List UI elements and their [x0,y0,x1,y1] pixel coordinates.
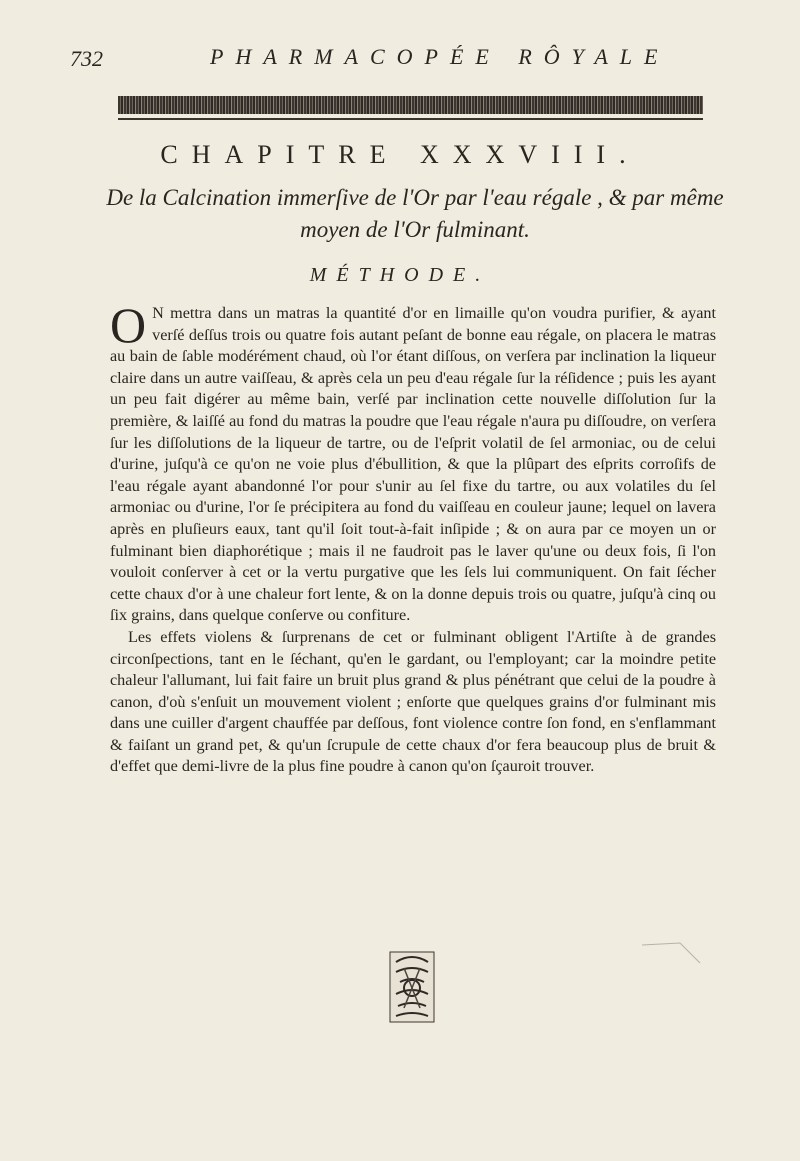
paragraph-2: Les effets violens & ſurprenans de cet or fulminant obligent l'Artiſte à de grandes circonſpections, tant en le ſéchant, qu'en le gardant, ou l'employant; car la moindre petite chaleur l'allumant, lui fait faire un bruit plus grand & plus pénétrant que celui de la poudre à canon, d'où s'enſuit un mouvement violent ; enſorte que quelques grains d'or fulminant mis dans une cuiller d'argent chauffée par deſſous, font violence contre ſon fond, en s'enflammant & faiſant un grand pet, & qu'un ſcrupule de cette chaux d'or fera beaucoup plus de bruit & d'effet que demi-livre de la plus fine poudre à canon qu'on ſçauroit trouver. [110,627,716,776]
chapter-subtitle: De la Calcination immerſive de l'Or par l'eau régale , & par même moyen de l'Or fulminant. [106,185,724,242]
section-heading: MÉTHODE. [309,264,491,286]
floral-tailpiece-icon [382,948,442,1026]
page-number: 732 [70,46,103,71]
paragraph-1 [110,297,716,627]
body-text [110,297,716,778]
paragraph-1-text: N mettra dans un matras la quantité d'or en limaille qu'on voudra purifier, & ayant verſé deſſus trois ou quatre fois autant peſant de bonne eau régale, on placera le matras au bain de ſable modérément chaud, où l'or étant diſſous, on verſera par inclination la liqueur claire dans un autre vaiſſeau, & après cela un peu d'eau régale ſur la réſidence ; puis les ayant un peu fait digérer au même bain, verſé par inclination cette nouvelle diſſolution ſur la première, & laiſſé au fond du matras la poudre que l'eau régale n'aura pu diſſoudre, on verſera ſur les diſſolutions de la liqueur de tartre, ou de l'eſprit volatil de ſel armoniac, ou de celui d'urine, juſqu'à ce qu'on ne voie plus d'ébullition, & que la plûpart des eſprits corroſifs de l'eau régale ayant abandonné l'or pour s'unir au ſel fixe du tartre, ou aux volatiles du ſel armoniac ou d'urine, l'or ſe précipitera au fond du vaiſſeau en couleur jaune; lequel on lavera après en pluſieurs eaux, tant qu'il ſoit tout-à-fait inſipide ; & on aura par ce moyen un or fulminant bien diaphorétique ; mais il ne faudroit pas le laver qu'une ou deux fois, ſi l'on vouloit conſerver à cet or la vertu purgative que les ſels lui communiquent. On fait ſécher cette chaux d'or à une chaleur fort lente, & on la donne depuis trois ou quatre, juſqu'à cinq ou ſix grains, dans quelque conſerve ou confiture. [110,304,716,625]
ornament-rule [118,96,703,114]
drop-cap: O [110,297,147,353]
chapter-title: CHAPITRE XXXVIII. [160,140,640,169]
running-title: PHARMACOPÉE RÔYALE [210,44,670,69]
page-header [70,42,710,72]
faint-stroke-mark [640,935,710,965]
